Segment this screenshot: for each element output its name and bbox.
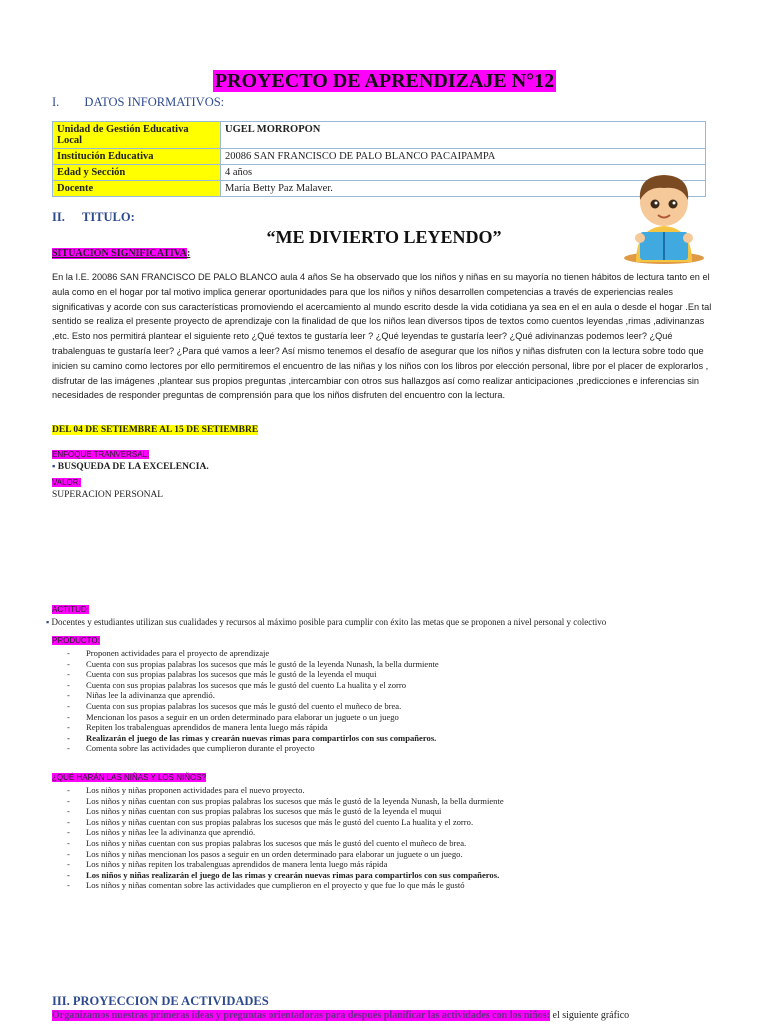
table-label: Unidad de Gestión Educativa Local [53,122,221,149]
section-label: TITULO: [81,210,135,224]
situacion-colon: : [186,248,191,259]
table-value: UGEL MORROPON [221,122,706,149]
proyeccion-paragraph [52,1010,720,1021]
date-range [52,425,258,435]
section-titulo-heading [52,210,135,225]
list-item: - Mencionan los pasos a seguir en un orden determinado para elaborar un juguete o un juego [52,712,732,723]
valor-item: SUPERACION PERSONAL [52,490,164,500]
actitud-item: Docentes y estudiantes utilizan sus cualidades y recursos al máximo posible para cumplir con éxito las metas que se proponen a nivel personal y colectivo [51,617,607,627]
table-value: 20086 SAN FRANCISCO DE PALO BLANCO PACAIPAMPA [221,149,706,165]
producto-label: PRODUCTO: [52,636,100,645]
table-value: María Betty Paz Malaver. [221,181,706,197]
project-title: “ME DIVIERTO LEYENDO” [266,227,502,247]
actitud-item-row [46,617,606,627]
list-item: - Los niños y niñas proponen actividades para el nuevo proyecto. [52,785,732,796]
list-item: - Los niños y niñas repiten los trabalenguas aprendidos de manera lenta luego más rápida [52,859,732,870]
enfoque-block [52,444,209,500]
situacion-heading [52,248,190,259]
list-item: - Cuenta con sus propias palabras los sucesos que más le gustó del cuento el muñeco de brea. [52,701,732,712]
list-item: - Los niños y niñas cuentan con sus propias palabras los sucesos que más le gustó de la leyenda Nunash, la bella durmiente [52,796,732,807]
producto-list [52,648,732,754]
list-item: - Los niños y niñas mencionan los pasos a seguir en un orden determinado para elaborar un juguete o un juego. [52,849,732,860]
section-label: DATOS INFORMATIVOS: [84,95,225,109]
enfoque-label: ENFOQUE TRANVERSAL: [52,450,150,459]
list-item: - Cuenta con sus propias palabras los sucesos que más le gustó de la leyenda el muqui [52,669,732,680]
list-item: - Los niños y niñas cuentan con sus propias palabras los sucesos que más le gustó del cuento La hualita y el zorro. [52,817,732,828]
enfoque-item-row [52,462,209,472]
que-haran-block [52,767,732,891]
proyeccion-highlight: Organizamos nuestras primeras ideas y preguntas orientadoras para después planificar las actividades con los niños: [52,1010,550,1021]
valor-label: VALOR: [52,478,81,487]
producto-block [52,630,732,754]
table-label: Docente [53,181,221,197]
reading-child-illustration [620,166,708,266]
list-item: - Los niños y niñas cuentan con sus propias palabras los sucesos que más le gustó del cuento el muñeco de brea. [52,838,732,849]
actitud-block [46,599,607,627]
list-item: - Los niños y niñas comentan sobre las actividades que cumplieron en el proyecto y que fue lo que más le gustó [52,880,732,891]
list-item: - Comenta sobre las actividades que cumplieron durante el proyecto [52,743,732,754]
enfoque-item: BUSQUEDA DE LA EXCELENCIA. [57,462,209,472]
bullet-icon: ▪ [46,617,50,627]
page-title: PROYECTO DE APRENDIZAJE N°12 [214,70,555,92]
list-item: - Los niños y niñas realizarán el juego de las rimas y crearán nuevas rimas para compartirlos con sus compañeros. [52,870,732,881]
section-proyeccion-heading: III. PROYECCION DE ACTIVIDADES [52,994,269,1008]
date-range-text: DEL 04 DE SETIEMBRE AL 15 DE SETIEMBRE [52,425,259,435]
table-value: 4 años [221,165,706,181]
table-row [53,165,706,181]
section-datos-heading [52,95,224,110]
list-item: - Cuenta con sus propias palabras los sucesos que más le gustó de la leyenda Nunash, la bella durmiente [52,659,732,670]
proyeccion-rest: el siguiente gráfico [550,1010,630,1021]
table-label: Institución Educativa [53,149,221,165]
situacion-paragraph: En la I.E. 20086 SAN FRANCISCO DE PALO BLANCO aula 4 años Se ha observado que los niños y niñas en su mayoría no tienen hábitos de lectura tanto en el aula como en el hogar por tal motivo implica generar oportunidades para que los niños y niños desarrollen competencias a través de experiencias reales significativas y acorde con sus características promoviendo el acercamiento al mundo escrito desde la vida cotidiana ya sea en el en aula o desde el hogar .En tal sentido se realiza el presente proyecto de aprendizaje con la finalidad de que los niños lean diversos tipos de textos como cuentos leyendas ,rimas ,adivinanzas ,etc. Esto nos permitirá plantear el siguiente reto ¿Qué textos te gustaría leer ? ¿Qué leyendas te gustaría leer? ¿Qué adivinanzas podemos leer? ¿Qué trabalenguas te gustaría leer? ¿Para qué vamos a leer? Así mismo tenemos el desafío de asegurar que los niños y niñas disfruten con la lectura sobre todo que inicien su camino como lectores por ello permitiremos el encuentro de las niñas y los niños con los libros por elección personal, libre por el placer de explorarlos , disfrutar de las imágenes ,plantear sus propios preguntas ,intercambiar con otros sus hallazgos así como realizar anticipaciones ,predicciones e inferencias sin necesidades de responder preguntas de comprensión para que los niños disfruten del encuentro con la lectura. [52,272,712,401]
que-haran-label: ¿QUÉ HARÁN LAS NIÑAS Y LOS NIÑOS? [52,773,206,782]
list-item: - Proponen actividades para el proyecto de aprendizaje [52,648,732,659]
table-row [53,149,706,165]
info-table [52,121,706,197]
bullet-icon: ▪ [52,462,56,472]
list-item: - Los niños y niñas cuentan con sus propias palabras los sucesos que más le gustó de la leyenda el muqui [52,806,732,817]
actitud-label: ACTITUD: [52,605,89,614]
que-haran-list [52,785,732,891]
list-item: - Realizarán el juego de las rimas y crearán nuevas rimas para compartirlos con sus compañeros. [52,733,732,744]
table-label: Edad y Sección [53,165,221,181]
list-item: - Niñas lee la adivinanza que aprendió. [52,690,732,701]
table-row [53,122,706,149]
list-item: - Repiten los trabalenguas aprendidos de manera lenta luego más rápida [52,722,732,733]
list-item: - Los niños y niñas lee la adivinanza que aprendió. [52,827,732,838]
situacion-label: SITUACION SIGNIFICATIVA [52,248,187,259]
table-row [53,181,706,197]
section-number: II. [52,210,65,224]
list-item: - Cuenta con sus propias palabras los sucesos que más le gustó del cuento La hualita y el zorro [52,680,732,691]
section-number: I. [52,95,60,109]
